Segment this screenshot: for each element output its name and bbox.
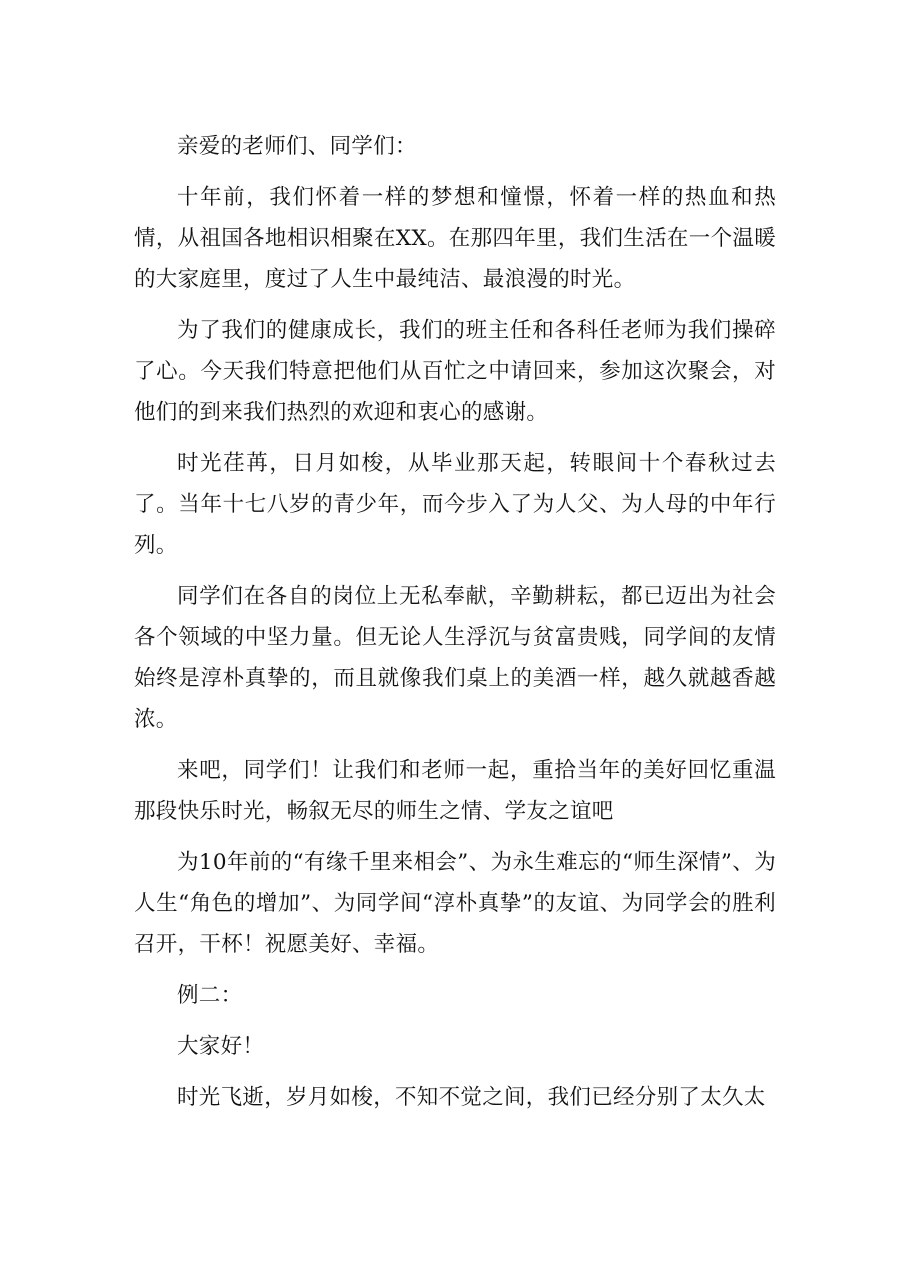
paragraph-greeting: 亲爱的老师们、同学们：	[177, 134, 417, 159]
section-heading-example-two: 例二：	[177, 983, 243, 1008]
paragraph: 同学们在各自的岗位上无私奉献，辛勤耕耘，都已迈出为社会各个领域的中坚力量。但无论人生浮沉与贫富贵贱，同学间的友情始终是淳朴真挚的，而且就像我们桌上的美酒一样，越久就越香越浓。	[134, 584, 776, 732]
paragraph: 来吧，同学们！让我们和老师一起，重拾当年的美好回忆重温那段快乐时光，畅叙无尽的师生之情、学友之谊吧	[134, 758, 776, 824]
paragraph-greeting: 大家好！	[177, 1034, 265, 1059]
document-body	[134, 126, 776, 1128]
paragraph-toast: 为10年前的“有缘千里来相会”、为永生难忘的“师生深情”、为人生“角色的增加”、为同学间“淳朴真挚”的友谊、为同学会的胜利召开，干杯！祝愿美好、幸福。	[134, 850, 776, 957]
paragraph: 十年前，我们怀着一样的梦想和憧憬，怀着一样的热血和热情，从祖国各地相识相聚在XX。在那四年里，我们生活在一个温暖的大家庭里，度过了人生中最纯洁、最浪漫的时光。	[134, 185, 776, 292]
paragraph: 时光荏苒，日月如梭，从毕业那天起，转眼间十个春秋过去了。当年十七八岁的青少年，而今步入了为人父、为人母的中年行列。	[134, 451, 776, 558]
paragraph: 时光飞逝，岁月如梭，不知不觉之间，我们已经分别了太久太	[177, 1085, 766, 1110]
paragraph: 为了我们的健康成长，我们的班主任和各科任老师为我们操碎了心。今天我们特意把他们从百忙之中请回来，参加这次聚会，对他们的到来我们热烈的欢迎和衷心的感谢。	[134, 318, 776, 425]
